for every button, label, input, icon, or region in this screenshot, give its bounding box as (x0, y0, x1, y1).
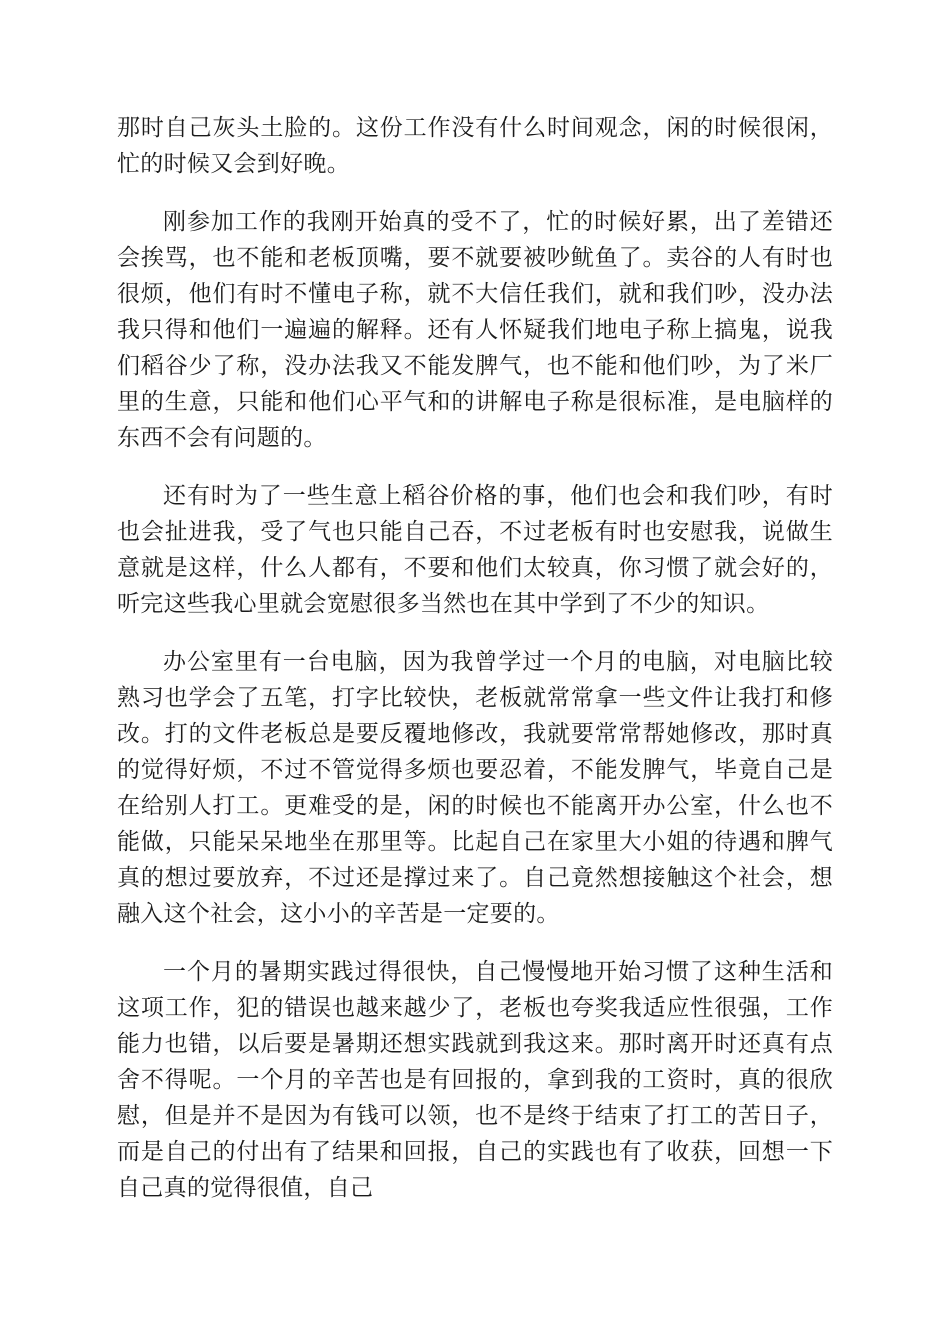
paragraph-2: 刚参加工作的我刚开始真的受不了，忙的时候好累，出了差错还会挨骂，也不能和老板顶嘴，要不就要被吵鱿鱼了。卖谷的人有时也很烦，他们有时不懂电子称，就不大信任我们，就和我们吵，没办法我只得和他们一遍遍的解释。还有人怀疑我们地电子称上搞鬼，说我们稻谷少了称，没办法我又不能发脾气，也不能和他们吵，为了米厂里的生意，只能和他们心平气和的讲解电子称是很标准，是电脑样的东西不会有问题的。 (117, 209, 833, 451)
paragraph-3: 还有时为了一些生意上稻谷价格的事，他们也会和我们吵，有时也会扯进我，受了气也只能自己吞，不过老板有时也安慰我，说做生意就是这样，什么人都有，不要和他们太较真，你习惯了就会好的，听完这些我心里就会宽慰很多当然也在其中学到了不少的知识。 (117, 483, 833, 617)
document-body (117, 110, 833, 1228)
paragraph-4: 办公室里有一台电脑，因为我曾学过一个月的电脑，对电脑比较熟习也学会了五笔，打字比较快，老板就常常拿一些文件让我打和修改。打的文件老板总是要反覆地修改，我就要常常帮她修改，那时真的觉得好烦，不过不管觉得多烦也要忍着，不能发脾气，毕竟自己是在给别人打工。更难受的是，闲的时候也不能离开办公室，什么也不能做，只能呆呆地坐在那里等。比起自己在家里大小姐的待遇和脾气真的想过要放弃，不过还是撑过来了。自己竟然想接触这个社会，想融入这个社会，这小小的辛苦是一定要的。 (117, 649, 833, 927)
paragraph-5: 一个月的暑期实践过得很快，自己慢慢地开始习惯了这种生活和这项工作，犯的错误也越来越少了，老板也夸奖我适应性很强，工作能力也错，以后要是暑期还想实践就到我这来。那时离开时还真有点舍不得呢。一个月的辛苦也是有回报的，拿到我的工资时，真的很欣慰，但是并不是因为有钱可以领，也不是终于结束了打工的苦日子，而是自己的付出有了结果和回报，自己的实践也有了收获，回想一下自己真的觉得很值，自己 (117, 959, 833, 1201)
paragraph-1: 那时自己灰头土脸的。这份工作没有什么时间观念，闲的时候很闲，忙的时候又会到好晚。 (117, 115, 833, 177)
